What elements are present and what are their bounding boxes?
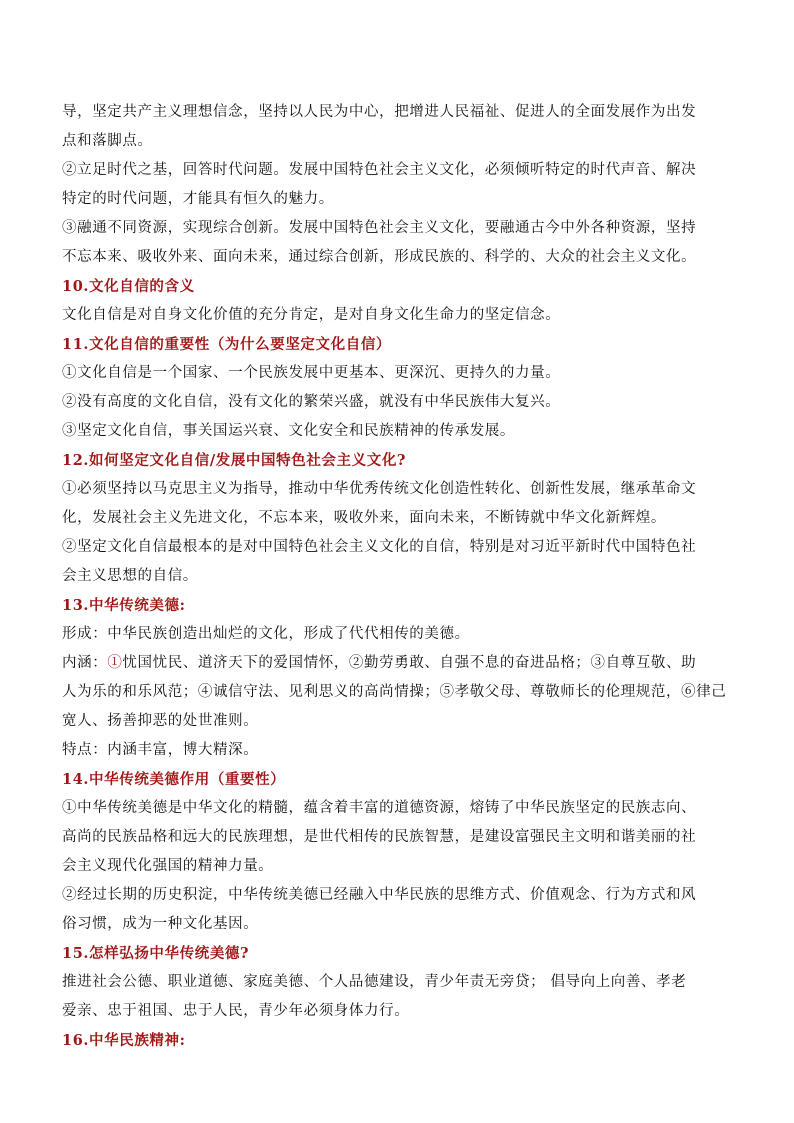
body-line: ①必须坚持以马克思主义为指导，推动中华优秀传统文化创造性转化、创新性发展，继承革命文 [62,481,697,497]
body-line: 会主义现代化强国的精神力量。 [62,858,274,874]
section-number: 10. [62,278,90,295]
body-line: 不忘本来、吸收外来、面向未来，通过综合创新，形成民族的、科学的、大众的社会主义文化。 [62,249,697,265]
body-line: ②坚定文化自信最根本的是对中国特色社会主义文化的自信，特别是对习近平新时代中国特色社 [62,539,697,555]
body-line: 特点：内涵丰富，博大精深。 [62,742,259,758]
section-title: 文化自信的含义 [89,278,195,295]
body-line: 点和落脚点。 [62,133,153,149]
body-line: ②立足时代之基，回答时代问题。发展中国特色社会主义文化，必须倾听特定的时代声音、解决 [62,162,697,178]
section-heading [62,939,736,968]
section-heading [62,1026,736,1055]
body-line: 文化自信是对自身文化价值的充分肯定，是对自身文化生命力的坚定信念。 [62,307,561,323]
body-line: 特定的时代问题，才能具有恒久的魅力。 [62,191,334,207]
section-title: 如何坚定文化自信/发展中国特色社会主义文化? [89,452,407,469]
section-heading [62,446,736,475]
section-number: 12. [62,452,90,469]
section-number: 14. [62,771,90,788]
section-number: 15. [62,945,90,962]
section-title: 中华民族精神: [89,1032,186,1049]
body-line: 化，发展社会主义先进文化，不忘本来，吸收外来，面向未来，不断铸就中华文化新辉煌。 [62,510,666,526]
body-line: ①中华传统美德是中华文化的精髓，蕴含着丰富的道德资源，熔铸了中华民族坚定的民族志向、 [62,800,697,816]
section-title: 中华传统美德: [89,597,186,614]
line-prefix: 内涵： [62,655,108,671]
body-line: ②没有高度的文化自信，没有文化的繁荣兴盛，就没有中华民族伟大复兴。 [62,394,561,410]
body-line: ③融通不同资源，实现综合创新。发展中国特色社会主义文化，要融通古今中外各种资源，坚持 [62,220,697,236]
section-number: 16. [62,1032,90,1049]
section-title: 中华传统美德作用（重要性） [89,771,286,788]
body-line: 导，坚定共产主义理想信念，坚持以人民为中心，把增进人民福祉、促进人的全面发展作为出发 [62,104,697,120]
section-number: 11. [62,336,90,353]
body-line [62,649,736,678]
section-title: 怎样弘扬中华传统美德? [89,945,250,962]
section-heading [62,591,736,620]
line-text: 忧国忧民、道济天下的爱国情怀，②勤劳勇敢、自强不息的奋进品格；③自尊互敬、助 [122,655,697,671]
section-heading [62,330,736,359]
body-line: ①文化自信是一个国家、一个民族发展中更基本、更深沉、更持久的力量。 [62,365,561,381]
body-line: ③坚定文化自信，事关国运兴衰、文化安全和民族精神的传承发展。 [62,423,515,439]
body-line: 会主义思想的自信。 [62,568,198,584]
body-line: 爱亲、忠于祖国、忠于人民，青少年必须身体力行。 [62,1003,410,1019]
section-heading [62,765,736,794]
body-line: 推进社会公德、职业道德、家庭美德、个人品德建设，青少年责无旁贷； 倡导向上向善、孝老 [62,974,687,990]
body-line: 俗习惯，成为一种文化基因。 [62,916,259,932]
body-line: ②经过长期的历史积淀，中华传统美德已经融入中华民族的思维方式、价值观念、行为方式和风 [62,887,697,903]
body-line: 宽人、扬善抑恶的处世准则。 [62,713,259,729]
section-title: 文化自信的重要性（为什么要坚定文化自信） [89,336,392,353]
highlight-marker: ① [107,655,123,671]
body-line: 人为乐的和乐风范；④诚信守法、见利思义的高尚情操；⑤孝敬父母、尊敬师长的伦理规范，⑥律己 [62,684,727,700]
section-number: 13. [62,597,90,614]
section-heading [62,272,736,301]
body-line: 高尚的民族品格和远大的民族理想，是世代相传的民族智慧，是建设富强民主文明和谐美丽的社 [62,829,697,845]
body-line: 形成：中华民族创造出灿烂的文化，形成了代代相传的美德。 [62,626,470,642]
